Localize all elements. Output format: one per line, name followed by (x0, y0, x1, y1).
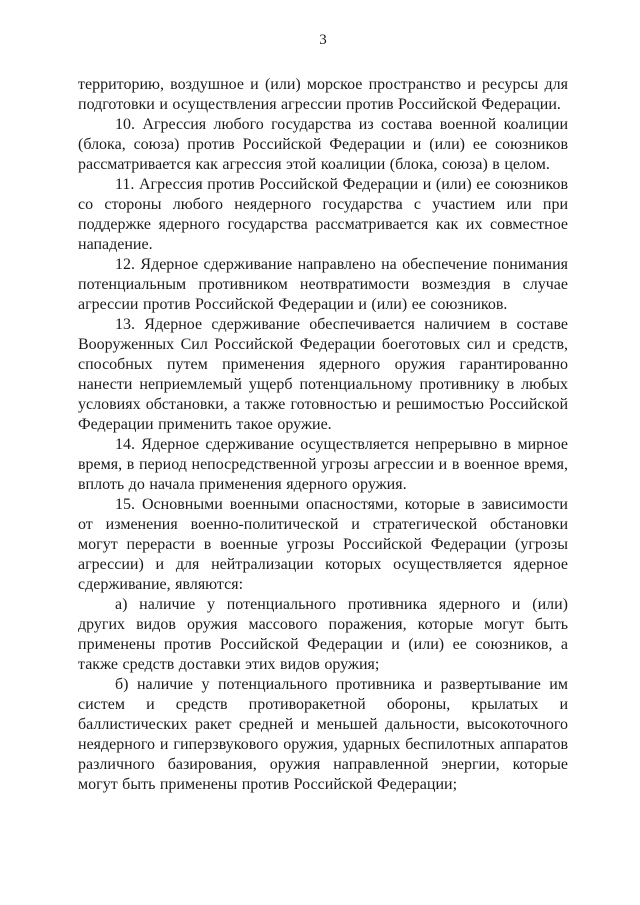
page-number: 3 (319, 32, 327, 48)
paragraph: 14. Ядерное сдерживание осуществляется непрерывно в мирное время, в период непосредственной угрозы агрессии и в военное время, вплоть до начала применения ядерного оружия. (78, 436, 568, 493)
paragraph: 12. Ядерное сдерживание направлено на обеспечение понимания потенциальным противником неотвратимости возмездия в случае агрессии против Российской Федерации и (или) ее союзников. (78, 256, 568, 313)
paragraph: 15. Основными военными опасностями, которые в зависимости от изменения военно-политической и стратегической обстановки могут перерасти в военные угрозы Российской Федерации (угрозы агрессии) и для нейтрализации которых осуществляется ядерное сдерживание, являются: (78, 496, 568, 593)
paragraph: б) наличие у потенциального противника и развертывание им систем и средств противоракетной обороны, крылатых и баллистических ракет средней и меньшей дальности, высокоточного неядерного и гиперзвукового оружия, ударных беспилотных аппаратов различного базирования, оружия направленной энергии, которые могут быть применены против Российской Федерации; (78, 676, 568, 793)
paragraph: а) наличие у потенциального противника ядерного и (или) других видов оружия массового поражения, которые могут быть применены против Российской Федерации и (или) ее союзников, а также средств доставки этих видов оружия; (78, 596, 568, 673)
page-content (78, 75, 568, 795)
paragraph: территорию, воздушное и (или) морское пространство и ресурсы для подготовки и осуществления агрессии против Российской Федерации. (78, 76, 568, 113)
paragraph: 13. Ядерное сдерживание обеспечивается наличием в составе Вооруженных Сил Российской Федерации боеготовых сил и средств, способных путем применения ядерного оружия гарантированно нанести неприемлемый ущерб потенциальному противнику в любых условиях обстановки, а также готовностью и решимостью Российской Федерации применить такое оружие. (78, 316, 568, 433)
paragraph: 11. Агрессия против Российской Федерации и (или) ее союзников со стороны любого неядерного государства с участием или при поддержке ядерного государства рассматривается как их совместное нападение. (78, 176, 568, 253)
paragraph: 10. Агрессия любого государства из состава военной коалиции (блока, союза) против Российской Федерации и (или) ее союзников рассматривается как агрессия этой коалиции (блока, союза) в целом. (78, 116, 568, 173)
